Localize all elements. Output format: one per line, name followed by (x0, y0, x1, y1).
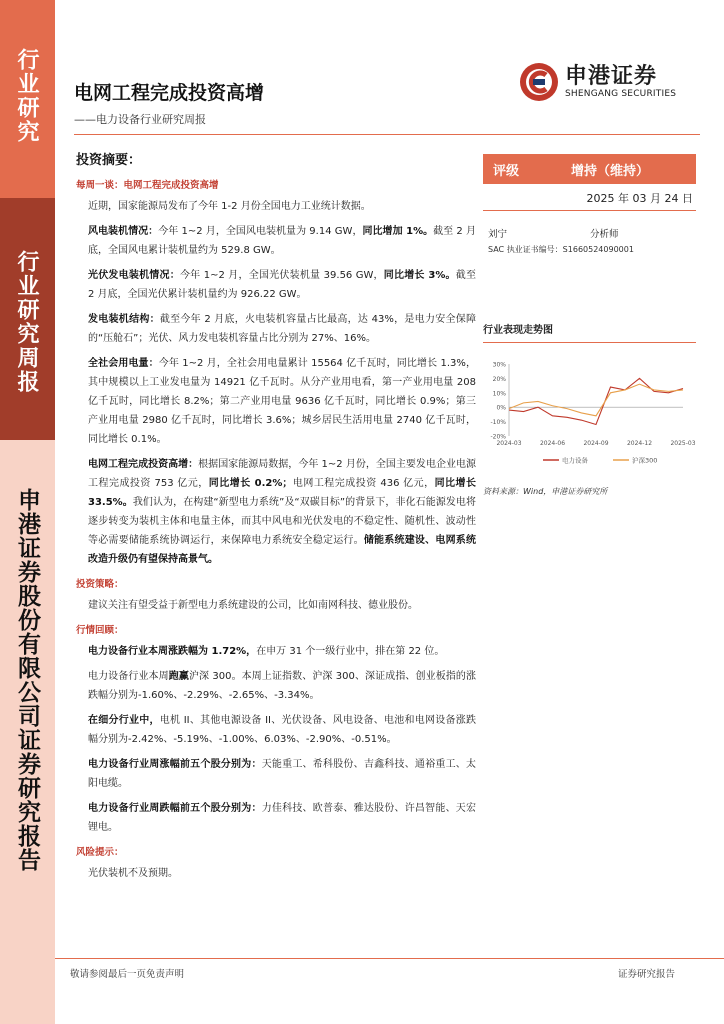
grid-conclusion: 储能系统建设、电网系统改造升级仍有望保持高景气。 (88, 535, 477, 565)
pv-label: 光伏发电装机情况： (88, 270, 180, 281)
review-p2-tail: 沪深 300。本周上证指数、沪深 300、深证成指、创业板指的涨跌幅分别为-1.60%、-2.29%、-2.65%、-3.34%。 (88, 671, 476, 701)
strategy-heading: 投资策略： (76, 579, 124, 590)
summary-heading: 投资摘要： (76, 153, 142, 168)
grid-growth-1: 同比增长 0.2%； (208, 478, 293, 489)
chart-y-tick-label: -10% (490, 419, 506, 427)
review-losers-text: 力佳科技、欧普泰、雅达股份、许昌智能、天宏锂电。 (88, 803, 477, 833)
rating-value: 增持（维持） (571, 163, 650, 179)
chart-y-tick-label: 30% (492, 361, 506, 369)
review-gainers-label: 电力设备行业周涨幅前五个股分别为： (88, 759, 262, 770)
review-paragraph-5 (88, 799, 476, 837)
pv-text: 今年 1~2 月，全国光伏装机量 39.56 GW， (179, 270, 384, 281)
wind-label: 风电装机情况： (88, 226, 159, 237)
chart-legend-label: 电力设备 (562, 456, 588, 465)
logo-text (565, 65, 676, 99)
main-content (74, 151, 476, 885)
chart-y-tick-label: 20% (492, 375, 506, 383)
grid-paragraph (88, 455, 476, 569)
review-paragraph-2 (88, 667, 476, 705)
analyst-name: 刘宁 (488, 229, 508, 240)
pv-paragraph (88, 266, 476, 304)
grid-text: 根据国家能源局数据，今年 1~2 月份，全国主要发电企业电源工程完成投资 753 亿元， (88, 459, 477, 489)
review-p2-text: 电力设备行业本周 (88, 671, 169, 682)
pv-tail: 截至 2 月底，全国光伏累计装机量约为 926.22 GW。 (88, 270, 476, 300)
rating-banner (483, 154, 696, 184)
chart-x-tick-label: 2024-09 (583, 440, 609, 447)
wind-paragraph (88, 222, 476, 260)
chart-x-tick-label: 2025-03 (670, 440, 696, 447)
power-paragraph (88, 354, 476, 449)
sac-number: SAC 执业证书编号：S1660524090001 (488, 245, 634, 254)
review-losers-label: 电力设备行业周跌幅前五个股分别为： (88, 803, 262, 814)
review-outperform: 跑赢 (168, 671, 189, 682)
review-heading: 行情回顾： (76, 625, 124, 636)
sidebar-company-label: 申港证券股份有限公司证券研究报告 (14, 488, 41, 872)
footer-disclaimer: 敬请参阅最后一页免责声明 (70, 969, 185, 980)
intro-paragraph: 近期，国家能源局发布了今年 1-2 月份全国电力工业统计数据。 (88, 201, 371, 212)
power-label: 全社会用电量： (88, 358, 159, 369)
page-subtitle: ——电力设备行业研究周报 (74, 113, 206, 126)
chart-x-tick-label: 2024-03 (496, 440, 522, 447)
strategy-paragraph: 建议关注有望受益于新型电力系统建设的公司，比如南网科技、德业股份。 (88, 600, 418, 611)
review-gainers-text: 天能重工、希科股份、吉鑫科技、通裕重工、太阳电缆。 (88, 759, 477, 789)
structure-paragraph (88, 310, 476, 348)
power-text: 今年 1~2 月，全社会用电量累计 15564 亿千瓦时，同比增长 1.3%，其中规模以上工业发电量为 14921 亿千瓦时。从分产业用电看，第一产业用电量 208 亿千瓦时，同比增长 8.2%；第二产业用电量 9636 亿千瓦时，同比增长 0.9%；第三产业用电量 2980 亿千瓦时，同比增长 3.6%；城乡居民生活用电量 2740 亿千瓦时，同比增长 0.1%。 (88, 358, 476, 445)
weekly-heading: 每周一谈：电网工程完成投资高增 (76, 180, 219, 191)
grid-growth-2: 同比增长 33.5%。 (88, 478, 477, 508)
review-subsector-text: 电机 II、其他电源设备 II、光伏设备、风电设备、电池和电网设备涨跌幅分别为-2.42%、-5.19%、-1.00%、6.03%、-2.90%、-0.51%。 (88, 715, 477, 745)
chart-y-tick-label: -20% (490, 433, 506, 441)
company-logo (519, 62, 676, 102)
pv-growth: 同比增长 3%。 (383, 270, 456, 281)
sidebar-report-type-label: 行业研究周报 (14, 250, 40, 394)
wind-growth: 同比增加 1%。 (362, 226, 434, 237)
wind-tail: 截至 2 月底，全国风电累计装机量约为 529.8 GW。 (88, 226, 476, 256)
trend-divider (483, 342, 696, 343)
sidebar-category-label: 行业研究 (14, 48, 40, 144)
logo-name-cn: 申港证券 (565, 64, 658, 89)
footer-divider (55, 958, 724, 959)
review-paragraph-3 (88, 711, 476, 749)
structure-text: 截至今年 2 月底，火电装机容量占比最高，达 43%，是电力安全保障的“压舱石”；光伏、风力发电装机容量占比分别为 27%、16%。 (88, 314, 477, 344)
chart-y-tick-label: 0% (496, 404, 506, 412)
risk-paragraph: 光伏装机不及预期。 (88, 868, 178, 879)
sidebar-category-block (0, 0, 55, 198)
grid-text-2: 电网工程完成投资 436 亿元， (292, 478, 435, 489)
review-subsector-label: 在细分行业中， (88, 715, 160, 726)
wind-text: 今年 1~2 月，全国风电装机量为 9.14 GW， (158, 226, 363, 237)
report-date: 2025 年 03 月 24 日 (586, 192, 693, 205)
risk-heading: 风险提示： (76, 847, 124, 858)
rating-label: 评级 (493, 163, 520, 179)
sidebar-company-block (0, 440, 55, 1024)
logo-name-en: SHENGANG SECURITIES (565, 89, 677, 99)
trend-heading: 行业表现走势图 (483, 325, 553, 336)
date-divider (483, 210, 696, 211)
chart-x-tick-label: 2024-12 (626, 440, 653, 447)
review-paragraph-4 (88, 755, 476, 793)
page-title: 电网工程完成投资高增 (74, 82, 265, 104)
review-paragraph-1 (88, 642, 476, 661)
sidebar-report-type-block (0, 198, 55, 440)
structure-label: 发电装机结构： (88, 314, 160, 325)
chart-x-tick-label: 2024-06 (539, 440, 566, 447)
chart-legend-label: 沪深300 (632, 456, 658, 465)
chart-source: 资料来源：Wind，申港证券研究所 (483, 487, 608, 496)
review-change: 电力设备行业本周涨跌幅为 1.72%， (88, 646, 257, 657)
chart-y-tick-label: 10% (492, 390, 506, 398)
grid-label: 电网工程完成投资高增： (88, 459, 199, 470)
sidebar (0, 0, 55, 1024)
chart-series-line-2 (509, 384, 683, 416)
review-rank: 在申万 31 个一级行业中，排在第 22 位。 (256, 646, 445, 657)
grid-text-3: 我们认为，在构建“新型电力系统”及“双碳目标”的背景下，非化石能源发电将逐步转变为装机主体和电量主体，而其中风电和光伏发电的不稳定性、随机性、波动性等必需要储能系统协调运行，来保障电力系统安全稳定运行。 (88, 497, 476, 546)
analyst-title: 分析师 (590, 229, 619, 240)
header-divider (74, 134, 700, 135)
trend-chart (483, 356, 696, 474)
footer-report-type: 证券研究报告 (618, 969, 676, 980)
logo-mark-icon (519, 62, 559, 102)
